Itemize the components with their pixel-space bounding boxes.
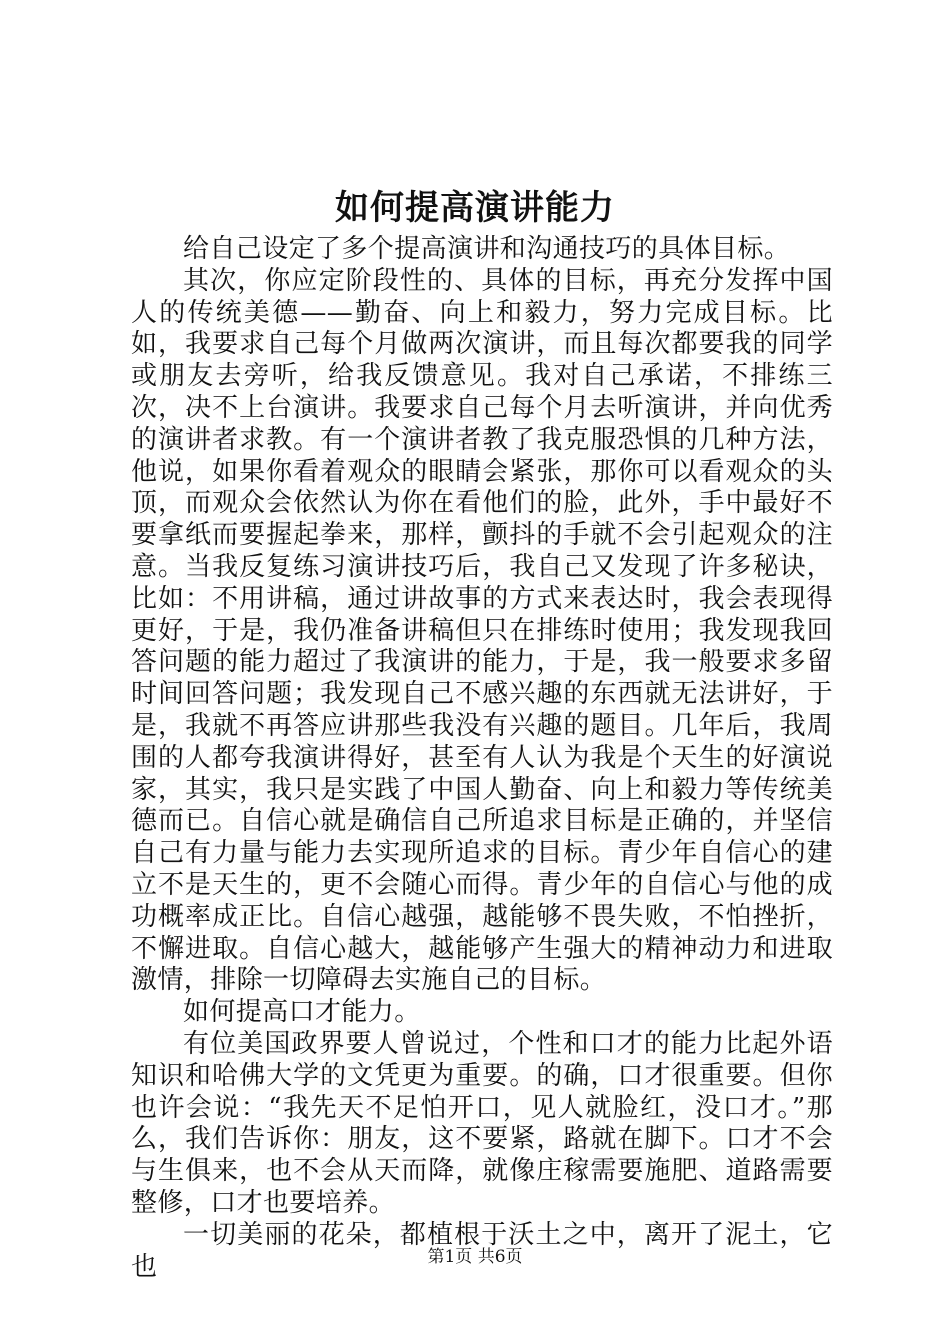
paragraph: 给自己设定了多个提高演讲和沟通技巧的具体目标。 [183, 234, 791, 264]
paragraph: 其次，你应定阶段性的、具体的目标，再充分发挥中国人的传统美德——勤奋、向上和毅力，努力完成目标。比如，我要求自己每个月做两次演讲，而且每次都要我的同学或朋友去旁听，给我反馈意见。我对自己承诺，不排练三次，决不上台演讲。我要求自己每个月去听演讲，并向优秀的演讲者求教。有一个演讲者教了我克服恐惧的几种方法，他说，如果你看着观众的眼睛会紧张，那你可以看观众的头顶，而观众会依然认为你在看他们的脸，此外，手中最好不要拿纸而要握起拳来，那样，颤抖的手就不会引起观众的注意。当我反复练习演讲技巧后，我自己又发现了许多秘诀，比如：不用讲稿，通过讲故事的方式来表达时，我会表现得更好，于是，我仍准备讲稿但只在排练时使用；我发现我回答问题的能力超过了我演讲的能力，于是，我一般要求多留时间回答问题；我发现自己不感兴趣的东西就无法讲好，于是，我就不再答应讲那些我没有兴趣的题目。几年后，我周围的人都夸我演讲得好，甚至有人认为我是个天生的好演说家，其实，我只是实践了中国人勤奋、向上和毅力等传统美德而已。自信心就是确信自己所追求目标是正确的，并坚信自己有力量与能力去实现所追求的目标。青少年自信心的建立不是天生的，更不会随心而得。青少年的自信心与他的成功概率成正比。自信心越强，越能够不畏失败，不怕挫折，不懈进取。自信心越大，越能够产生强大的精神动力和进取激情，排除一切障碍去实施自己的目标。 [131, 265, 833, 996]
paragraph: 如何提高口才能力。 [183, 997, 421, 1028]
document-body [131, 234, 833, 1283]
paragraph: 有位美国政界要人曾说过，个性和口才的能力比起外语知识和哈佛大学的文凭更为重要。的确，口才很重要。但你也许会说：“我先天不足怕开口，见人就脸红，没口才。”那么，我们告诉你：朋友，这不要紧，路就在脚下。口才不会与生俱来，也不会从天而降，就像庄稼需要施肥、道路需要整修，口才也要培养。 [131, 1028, 833, 1218]
page-footer: 第1页 共6页 [427, 1247, 523, 1267]
page-title: 如何提高演讲能力 [335, 188, 615, 228]
paragraph: 一切美丽的花朵，都植根于沃土之中，离开了泥土，它也 [131, 1219, 833, 1282]
